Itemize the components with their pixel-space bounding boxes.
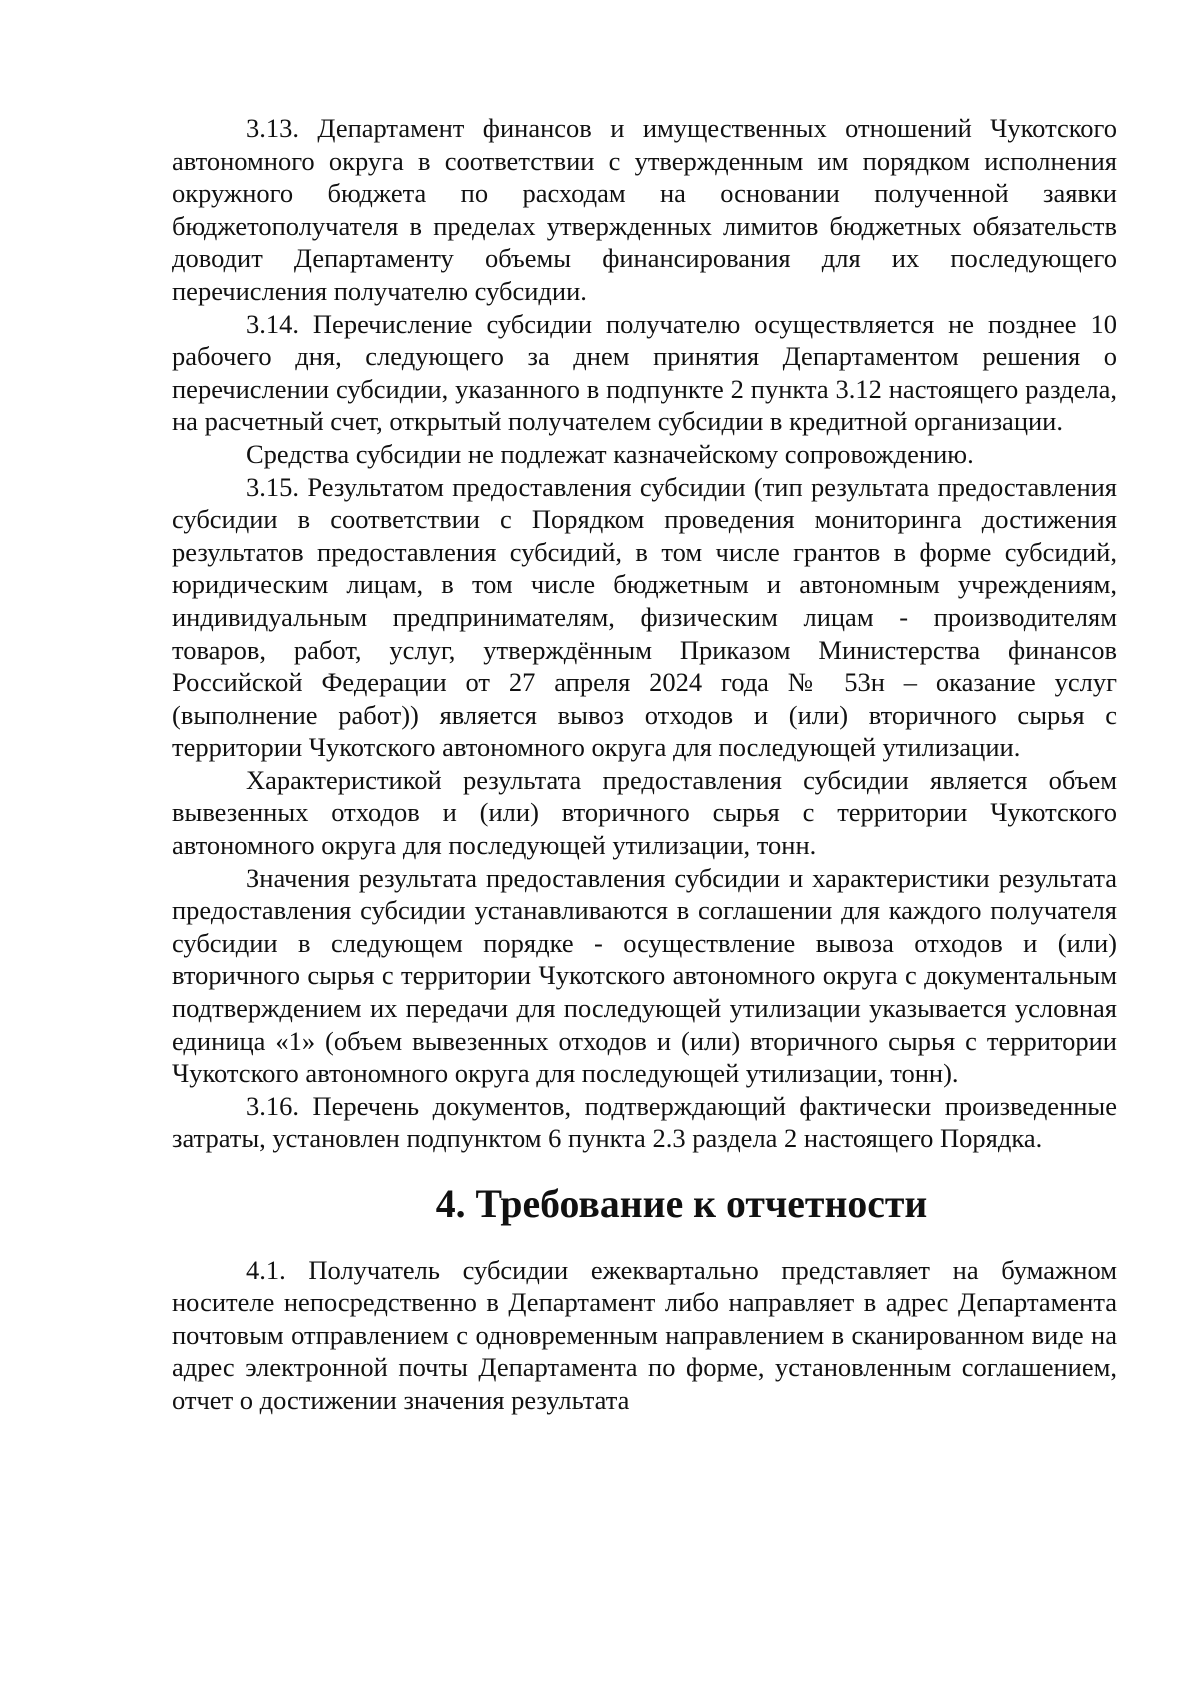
paragraph-3-15: 3.15. Результатом предоставления субсидии (тип результата предоставления субсидии в соответствии с Порядком проведения мониторинга достижения результатов предоставления субсидий, в том числе грантов в форме субсидий, юридическим лицам, в том числе бюджетным и автономным учреждениям, индивидуальным предпринимателям, физическим лицам - производителям товаров, работ, услуг, утверждённым Приказом Министерства финансов Российской Федерации от 27 апреля 2024 года № 53н – оказание услуг (выполнение работ)) является вывоз отходов и (или) вторичного сырья с территории Чукотского автономного округа для последующей утилизации. <box>172 471 1117 763</box>
paragraph-treasury-note: Средства субсидии не подлежат казначейскому сопровождению. <box>246 438 974 469</box>
section-4-heading: 4. Требование к отчетности <box>435 1182 928 1226</box>
paragraph-3-13: 3.13. Департамент финансов и имущественных отношений Чукотского автономного округа в соответствии с утвержденным им порядком исполнения окружного бюджета по расходам на основании полученной заявки бюджетополучателя в пределах утвержденных лимитов бюджетных обязательств доводит Департаменту объемы финансирования для их последующего перечисления получателю субсидии. <box>172 113 1117 306</box>
document-page <box>172 112 1117 1417</box>
paragraph-4-1: 4.1. Получатель субсидии ежеквартально представляет на бумажном носителе непосредственно в Департамент либо направляет в адрес Департамента почтовым отправлением с одновременным направлением в сканированном виде на адрес электронной почты Департамента по форме, установленным соглашением, отчет о достижении значения результата <box>172 1254 1117 1415</box>
paragraph-3-16: 3.16. Перечень документов, подтверждающий фактически произведенные затраты, установлен подпунктом 6 пункта 2.3 раздела 2 настоящего Порядка. <box>172 1090 1117 1154</box>
paragraph-result-characteristic: Характеристикой результата предоставления субсидии является объем вывезенных отходов и (или) вторичного сырья с территории Чукотского автономного округа для последующей утилизации, тонн. <box>172 764 1117 861</box>
paragraph-result-values: Значения результата предоставления субсидии и характеристики результата предоставления субсидии устанавливаются в соглашении для каждого получателя субсидии в следующем порядке - осуществление вывоза отходов и (или) вторичного сырья с территории Чукотского автономного округа с документальным подтверждением их передачи для последующей утилизации указывается условная единица «1» (объем вывезенных отходов и (или) вторичного сырья с территории Чукотского автономного округа для последующей утилизации, тонн). <box>172 862 1117 1089</box>
paragraph-3-14: 3.14. Перечисление субсидии получателю осуществляется не позднее 10 рабочего дня, следующего за днем принятия Департаментом решения о перечислении субсидии, указанного в подпункте 2 пункта 3.12 настоящего раздела, на расчетный счет, открытый получателем субсидии в кредитной организации. <box>172 308 1117 437</box>
